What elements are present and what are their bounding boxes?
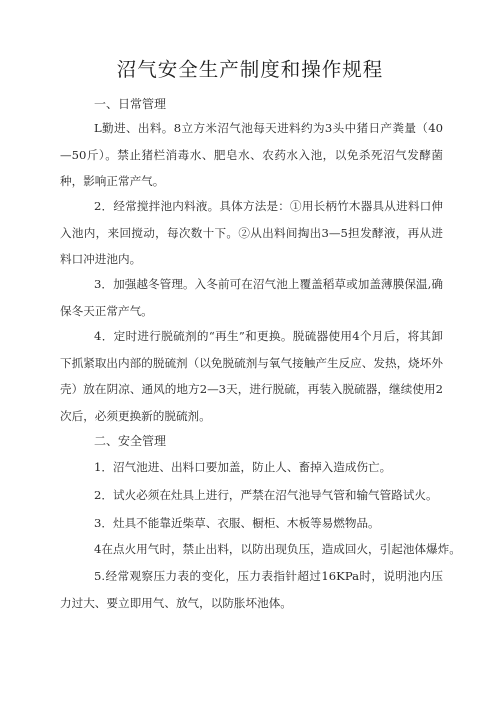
paragraph-no-discharge-while-burning: 4在点火用气时，禁止出料，以防出现负压，造成回火，引起池体爆炸。 <box>94 542 461 556</box>
document-title: 沼气安全生产制度和操作规程 <box>116 58 384 81</box>
paragraph-cover-openings: 1．沼气池进、出料口要加盖，防止人、畜掉入造成伤亡。 <box>94 460 392 474</box>
paragraph-pressure-gauge: 5.经常观察压力表的变化，压力表指针超过16KPa时，说明池内压力过大、要立即用气、放气，以防胀坏池体。 <box>60 569 443 610</box>
paragraph-stirring: 2．经常搅拌池内料液。具体方法是：①用长柄竹木器具从进料口伸入池内，来回搅动，每次数十下。②从出料间掏出3—5担发酵液，再从进料口冲进池内。 <box>60 199 443 266</box>
paragraph-ignition-test: 2．试火必须在灶具上进行，严禁在沼气池导气管和输气管路试火。 <box>94 488 438 502</box>
section-heading-safety-management: 二、安全管理 <box>94 434 167 448</box>
section-heading-daily-management: 一、日常管理 <box>94 97 167 111</box>
paragraph-feeding: L勤进、出料。8立方米沼气池每天进料约为3头中猪日产粪量（40—50斤）。禁止猪栏消毒水、肥皂水、农药水入池，以免杀死沼气发酵菌种，影响正常产气。 <box>60 121 443 188</box>
paragraph-desulfurizer: 4．定时进行脱硫剂的“再生”和更换。脱硫器使用4个月后，将其卸下抓紧取出内部的脱硫剂（以免脱硫剂与氧气接触产生反应、发热，烧坏外壳）放在阴凉、通风的地方2—3天，进行脱硫，再装入脱硫器，继续使用2次后，必须更换新的脱硫剂。 <box>60 329 443 423</box>
paragraph-winter-management: 3．加强越冬管理。入冬前可在沼气池上覆盖稻草或加盖薄膜保温,确保冬天正常产气。 <box>60 277 443 318</box>
paragraph-stove-placement: 3．灶具不能靠近柴草、衣服、橱柜、木板等易燃物品。 <box>94 516 380 530</box>
